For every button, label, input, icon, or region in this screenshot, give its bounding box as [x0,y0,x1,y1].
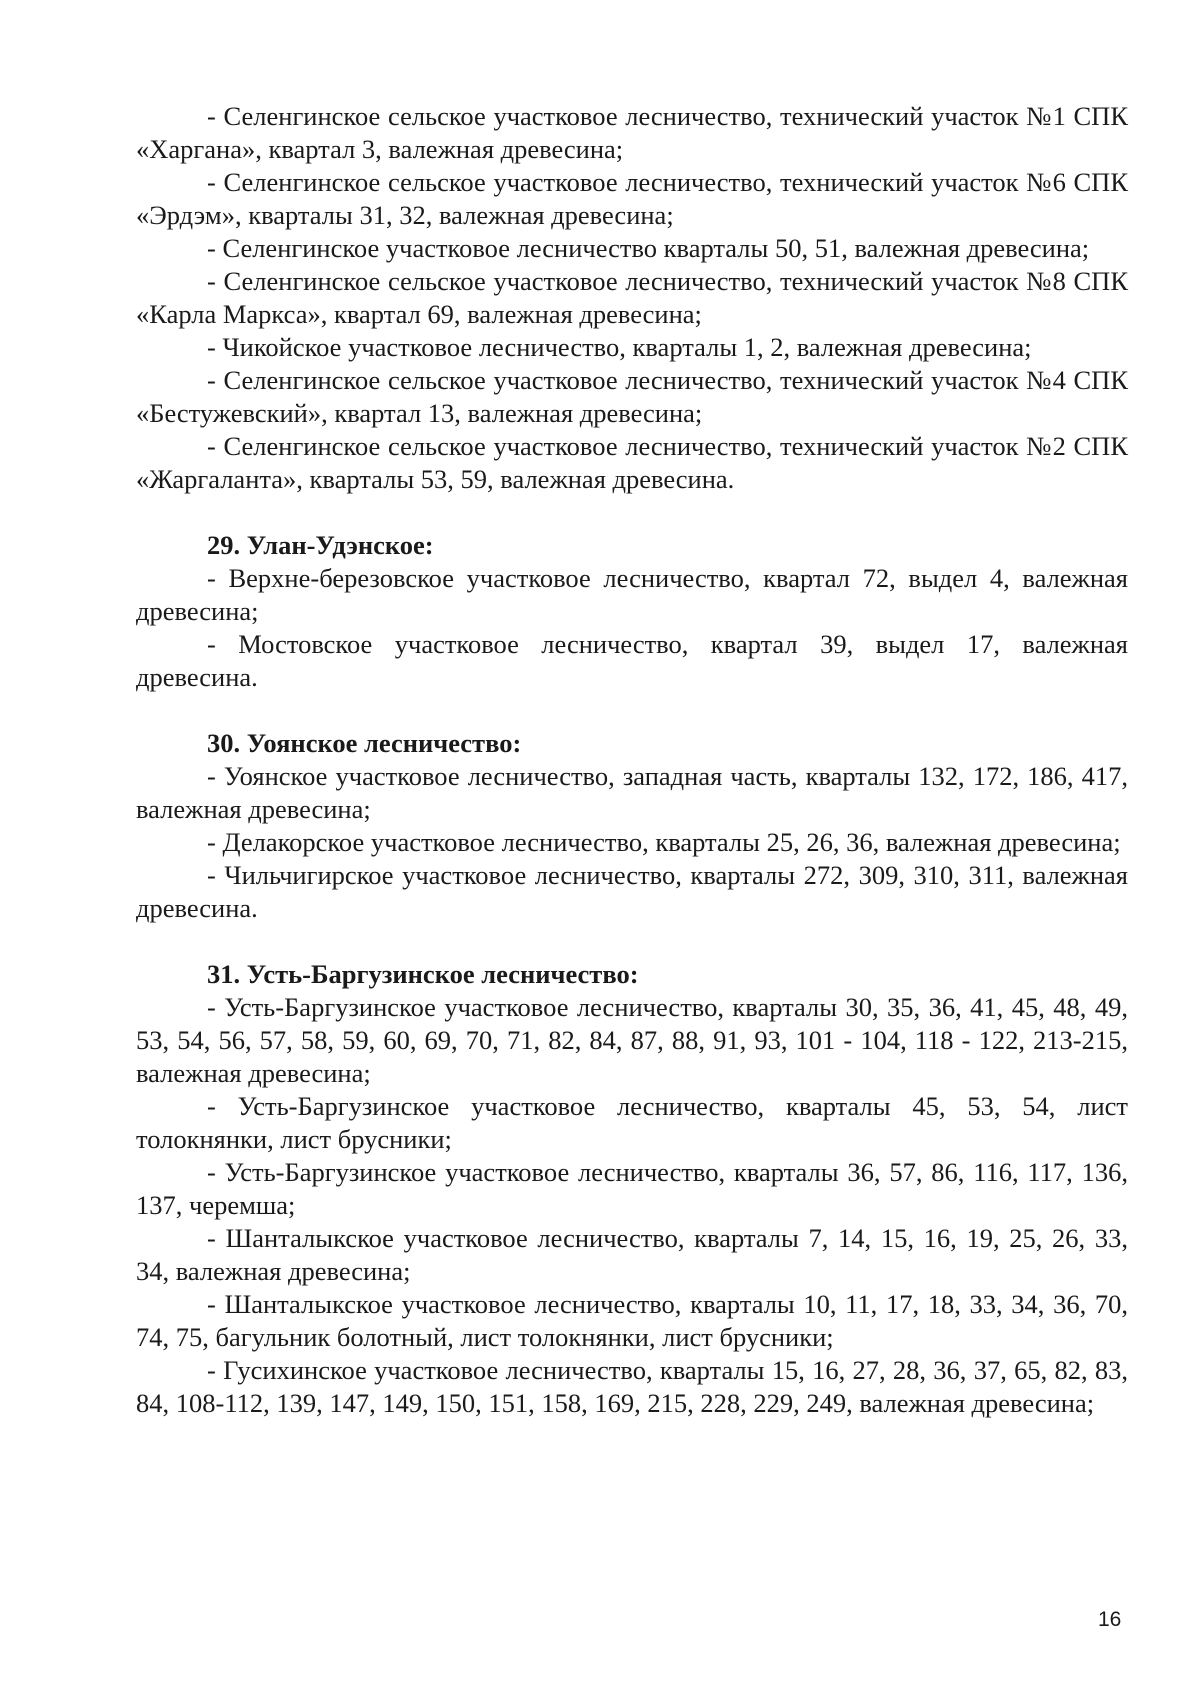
list-item: - Селенгинское сельское участковое лесничество, технический участок №6 СПК «Эрдэм», кварталы 31, 32, валежная древесина; [136,167,1128,230]
list-item: - Шанталыкское участковое лесничество, кварталы 10, 11, 17, 18, 33, 34, 36, 70, 74, 75, багульник болотный, лист толокнянки, лист брусники; [136,1289,1128,1352]
list-item: - Усть-Баргузинское участковое лесничество, кварталы 36, 57, 86, 116, 117, 136, 137, черемша; [136,1157,1128,1220]
page-number: 16 [1098,1608,1122,1631]
list-item: - Усть-Баргузинское участковое лесничество, кварталы 45, 53, 54, лист толокнянки, лист брусники; [136,1091,1128,1154]
list-item: - Селенгинское сельское участковое лесничество, технический участок №8 СПК «Карла Маркса», квартал 69, валежная древесина; [136,266,1128,329]
list-item: - Гусихинское участковое лесничество, кварталы 15, 16, 27, 28, 36, 37, 65, 82, 83, 84, 108-112, 139, 147, 149, 150, 151, 158, 169, 215, 228, 229, 249, валежная древесина; [136,1355,1128,1418]
section-spacer [136,925,1128,958]
list-item: - Селенгинское сельское участковое лесничество, технический участок №4 СПК «Бестужевский», квартал 13, валежная древесина; [136,365,1128,428]
section-spacer [136,496,1128,529]
list-item: - Селенгинское сельское участковое лесничество, технический участок №2 СПК «Жаргаланта», кварталы 53, 59, валежная древесина. [136,431,1128,494]
list-item: - Мостовское участковое лесничество, квартал 39, выдел 17, валежная древесина. [136,629,1128,692]
section-heading: 29. Улан-Удэнское: [207,530,434,560]
section-heading: 31. Усть-Баргузинское лесничество: [207,959,639,989]
list-item: - Чикойское участковое лесничество, кварталы 1, 2, валежная древесина; [207,332,1032,362]
section-heading: 30. Уоянское лесничество: [207,728,522,758]
list-item: - Усть-Баргузинское участковое лесничество, кварталы 30, 35, 36, 41, 45, 48, 49, 53, 54, 56, 57, 58, 59, 60, 69, 70, 71, 82, 84, 87, 88, 91, 93, 101 - 104, 118 - 122, 213-215, валежная древесина; [136,992,1128,1088]
list-item: - Верхне-березовское участковое лесничество, квартал 72, выдел 4, валежная древесина; [136,563,1128,626]
list-item: - Селенгинское сельское участковое лесничество, технический участок №1 СПК «Харгана», квартал 3, валежная древесина; [136,101,1128,164]
list-item: - Делакорское участковое лесничество, кварталы 25, 26, 36, валежная древесина; [207,827,1121,857]
document-page [136,100,1128,1420]
list-item: - Уоянское участковое лесничество, западная часть, кварталы 132, 172, 186, 417, валежная древесина; [136,761,1128,824]
section-spacer [136,694,1128,727]
list-item: - Шанталыкское участковое лесничество, кварталы 7, 14, 15, 16, 19, 25, 26, 33, 34, валежная древесина; [136,1223,1128,1286]
list-item: - Чильчигирское участковое лесничество, кварталы 272, 309, 310, 311, валежная древесина. [136,860,1128,923]
list-item: - Селенгинское участковое лесничество кварталы 50, 51, валежная древесина; [207,233,1090,263]
